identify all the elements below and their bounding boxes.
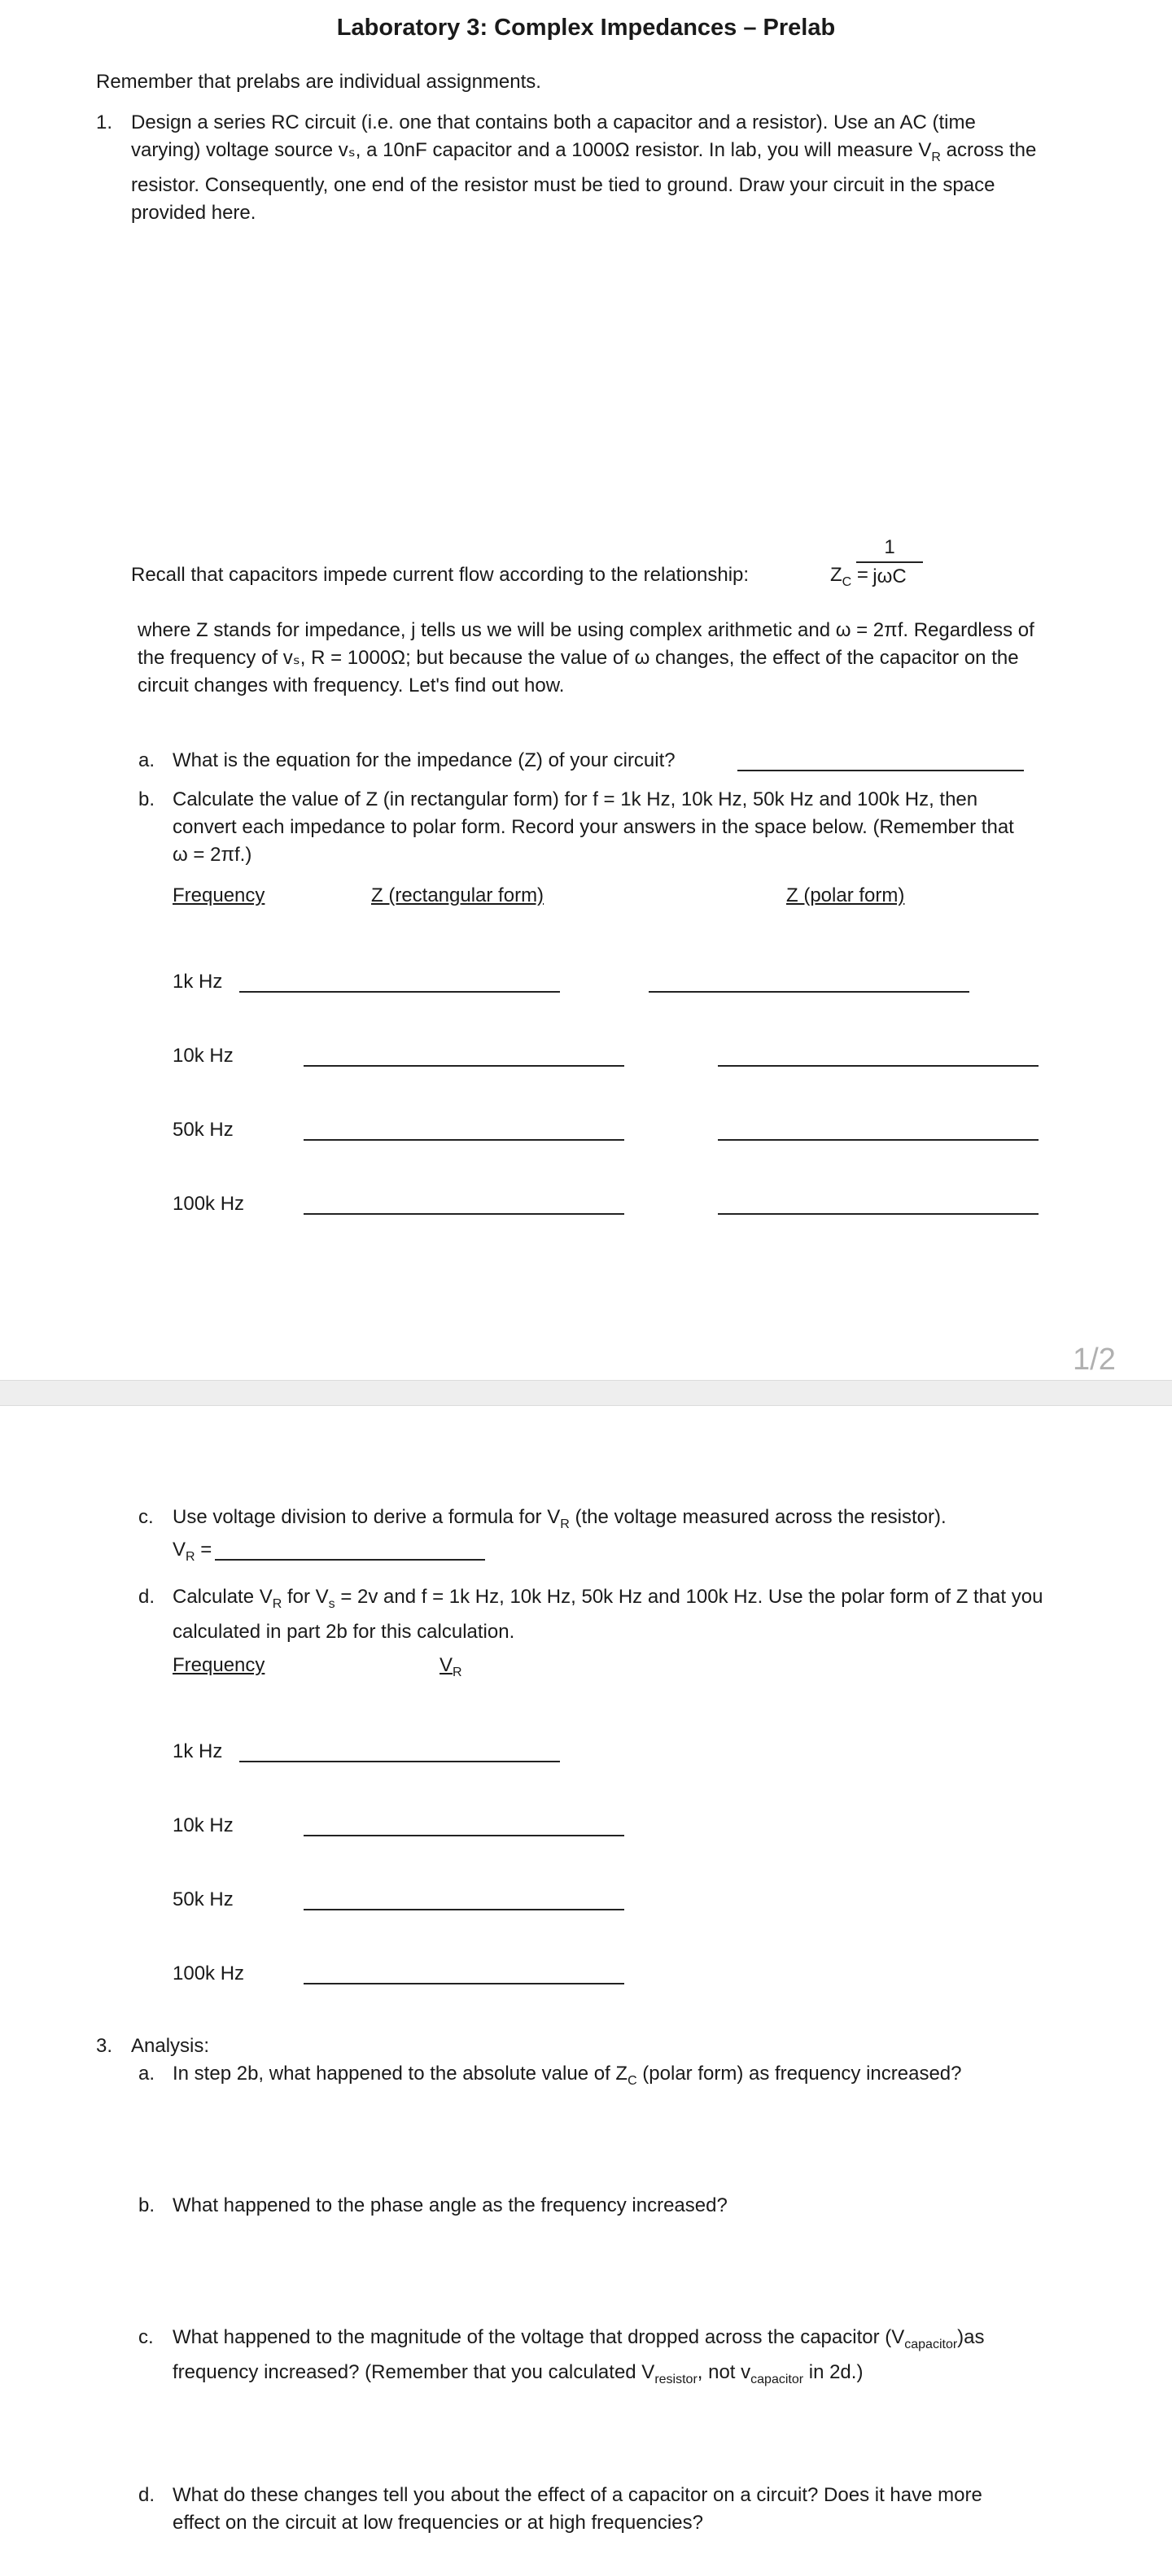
- vr-header-subscript: R: [453, 1665, 462, 1679]
- q3-title: Analysis:: [131, 2035, 210, 2057]
- qd-text-b: for V: [282, 1586, 329, 1608]
- q3c-text-d: , not v: [697, 2360, 751, 2383]
- q1-line: Design a series RC circuit (i.e. one that contains both a capacitor and a resistor). Use an AC (time: [131, 111, 976, 133]
- z-polar-answer-1k[interactable]: [649, 991, 969, 993]
- qd-line: [173, 1583, 1109, 1618]
- where-line: the frequency of vₛ, R = 1000Ω; but because the value of ω changes, the effect of the capacitor on the: [138, 647, 1019, 669]
- qb-line: convert each impedance to polar form. Record your answers in the space below. (Remember that: [173, 816, 1014, 838]
- qc-answer-line[interactable]: [215, 1559, 485, 1561]
- vr-answer-10k[interactable]: [304, 1835, 624, 1836]
- z-polar-answer-50k[interactable]: [718, 1139, 1039, 1141]
- where-line: where Z stands for impedance, j tells us we will be using complex arithmetic and ω = 2πf. Regardless of: [138, 619, 1034, 641]
- q3a-text-tail: (polar form) as frequency increased?: [636, 2063, 962, 2085]
- q3c-sub-capacitor: capacitor: [904, 2337, 958, 2351]
- qa-text: What is the equation for the impedance (Z) of your circuit?: [173, 749, 676, 771]
- q1-line: provided here.: [131, 201, 256, 224]
- vr-answer-50k[interactable]: [304, 1909, 624, 1910]
- col-header-vr: [440, 1652, 462, 1687]
- q3c-text: [173, 2324, 1109, 2394]
- q3c-sub-capacitor-2: capacitor: [750, 2372, 804, 2386]
- q1-line-text: varying) voltage source vₛ, a 10nF capacitor and a 1000Ω resistor. In lab, you will measure V: [131, 139, 932, 161]
- qa-answer-line[interactable]: [737, 770, 1024, 771]
- z-rect-answer-50k[interactable]: [304, 1139, 624, 1141]
- d-row-label-10k: 10k Hz: [173, 1814, 234, 1836]
- where-line: circuit changes with frequency. Let's find out how.: [138, 675, 565, 696]
- row-label-10k: 10k Hz: [173, 1045, 234, 1067]
- qc-answer-prefix: [173, 1536, 212, 1571]
- q3a-text-main: In step 2b, what happened to the absolute value of Z: [173, 2063, 628, 2085]
- qd-line: calculated in part 2b for this calculation.: [173, 1620, 515, 1643]
- q3c-line: [173, 2359, 1109, 2394]
- vr-header-symbol: V: [440, 1654, 453, 1676]
- col-header-z-rect: Z (rectangular form): [371, 884, 544, 906]
- q3a-text: [173, 2060, 962, 2095]
- q3c-text-a: What happened to the magnitude of the voltage that dropped across the capacitor (V: [173, 2326, 905, 2348]
- qd-text: [173, 1583, 1109, 1646]
- qc-label: c.: [138, 1506, 154, 1528]
- row-label-50k: 50k Hz: [173, 1119, 234, 1141]
- q3a-subscript: C: [628, 2073, 637, 2088]
- q1-line: resistor. Consequently, one end of the resistor must be tied to ground. Draw your circuit in the space: [131, 173, 995, 196]
- qc-subscript: R: [560, 1517, 570, 1531]
- q1-subscript: R: [931, 150, 941, 164]
- z-rect-answer-100k[interactable]: [304, 1213, 624, 1215]
- page-number: 1/2: [1073, 1343, 1116, 1377]
- d-row-label-100k: 100k Hz: [173, 1963, 245, 1984]
- z-rect-answer-10k[interactable]: [304, 1065, 624, 1067]
- q3c-label: c.: [138, 2326, 154, 2348]
- q3c-sub-resistor: resistor: [654, 2372, 698, 2386]
- vr-subscript: R: [186, 1549, 195, 1564]
- recall-text: Recall that capacitors impede current flow according to the relationship:: [131, 564, 750, 586]
- q1-line-tail: across the: [940, 139, 1037, 161]
- q3b-label: b.: [138, 2194, 155, 2216]
- vr-symbol: V: [173, 1539, 186, 1561]
- d-row-label-50k: 50k Hz: [173, 1888, 234, 1910]
- impedance-fraction: [856, 535, 923, 589]
- d-row-label-1k: 1k Hz: [173, 1740, 223, 1762]
- q3c-text-c: frequency increased? (Remember that you calculated V: [173, 2360, 655, 2383]
- vr-answer-1k[interactable]: [239, 1761, 560, 1762]
- q3d-label: d.: [138, 2484, 155, 2506]
- z-polar-answer-10k[interactable]: [718, 1065, 1039, 1067]
- qd-text-a: Calculate V: [173, 1586, 273, 1608]
- qd-label: d.: [138, 1586, 155, 1608]
- zc-subscript: C: [842, 574, 852, 589]
- qa-label: a.: [138, 749, 155, 771]
- q3c-line: [173, 2324, 1109, 2359]
- where-paragraph: [138, 617, 1171, 700]
- q3d-line: effect on the circuit at low frequencies or at high frequencies?: [173, 2512, 703, 2534]
- q3d-line: What do these changes tell you about the effect of a capacitor on a circuit? Does it have more: [173, 2484, 982, 2506]
- qc-text-main: Use voltage division to derive a formula for V: [173, 1506, 561, 1528]
- document-title: Laboratory 3: Complex Impedances – Prelab: [336, 15, 836, 41]
- qb-line: ω = 2πf.): [173, 844, 252, 866]
- vr-answer-100k[interactable]: [304, 1983, 624, 1984]
- qb-label: b.: [138, 788, 155, 810]
- equals-sign: =: [195, 1539, 212, 1561]
- row-label-1k: 1k Hz: [173, 971, 223, 993]
- z-rect-answer-1k[interactable]: [239, 991, 560, 993]
- col-header-frequency-2: Frequency: [173, 1654, 265, 1676]
- q1-text: [131, 109, 1165, 227]
- q3d-text: [173, 2482, 1109, 2537]
- col-header-z-polar: Z (polar form): [786, 884, 905, 906]
- qd-text-c: = 2v and f = 1k Hz, 10k Hz, 50k Hz and 100k Hz. Use the polar form of Z that you: [335, 1586, 1043, 1608]
- z-polar-answer-100k[interactable]: [718, 1213, 1039, 1215]
- qc-text-tail: (the voltage measured across the resistor).: [569, 1506, 947, 1528]
- q1-number: 1.: [96, 111, 113, 133]
- row-label-100k: 100k Hz: [173, 1193, 245, 1215]
- q3b-text: What happened to the phase angle as the frequency increased?: [173, 2194, 728, 2216]
- qc-text: [173, 1504, 947, 1539]
- fraction-denominator: jωC: [872, 565, 907, 587]
- q1-line: [131, 137, 1165, 172]
- qd-subscript-r: R: [272, 1596, 282, 1611]
- qb-text: [173, 786, 1092, 869]
- zc-symbol: Z: [830, 564, 842, 586]
- page-separator: [0, 1380, 1172, 1406]
- qd-subscript-s: s: [328, 1596, 335, 1611]
- equals-sign: =: [856, 564, 868, 586]
- q3c-text-e: in 2d.): [803, 2360, 864, 2383]
- fraction-numerator: 1: [884, 536, 895, 558]
- q3-number: 3.: [96, 2035, 113, 2057]
- q3a-label: a.: [138, 2063, 155, 2085]
- intro-text: Remember that prelabs are individual assignments.: [96, 71, 541, 93]
- fraction-bar: [856, 561, 923, 563]
- qb-line: Calculate the value of Z (in rectangular form) for f = 1k Hz, 10k Hz, 50k Hz and 100k Hz, then: [173, 788, 978, 810]
- q3c-text-b: )as: [957, 2326, 985, 2348]
- col-header-frequency: Frequency: [173, 884, 265, 906]
- document-page-2: [0, 1406, 1172, 2576]
